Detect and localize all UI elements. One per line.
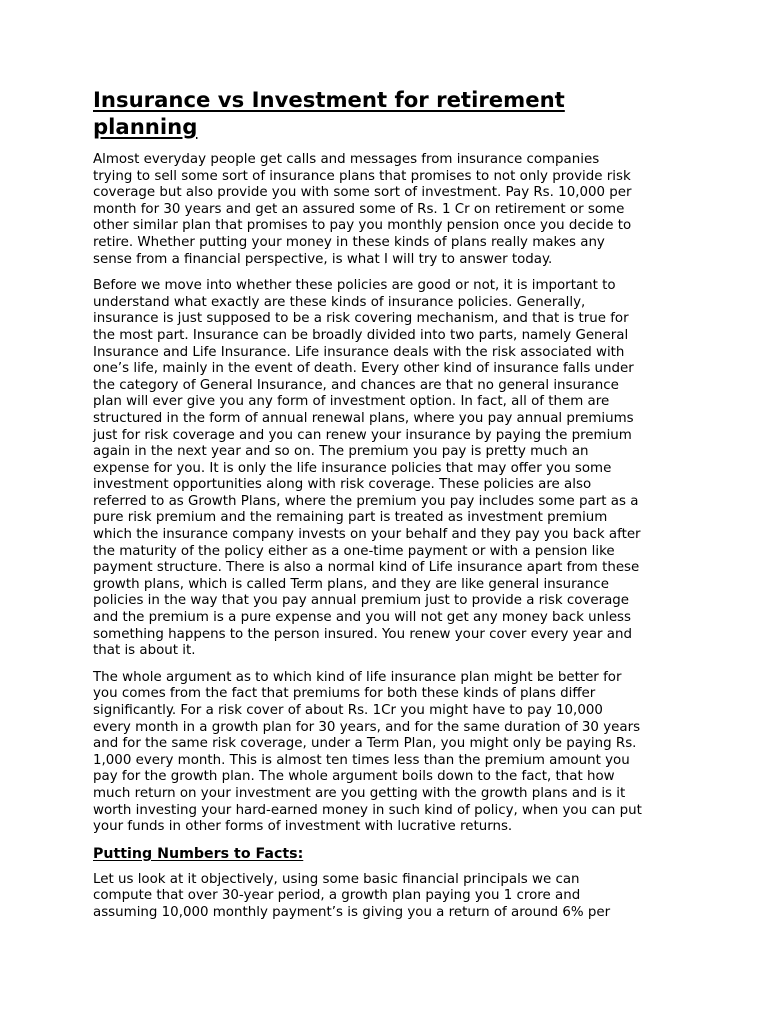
document-title: Insurance vs Investment for retirement planning [93,87,565,139]
paragraph-premium-comparison: The whole argument as to which kind of life insurance plan might be better for you comes from the fact that premiums for both these kinds of plans differ significantly. For a risk cover of about Rs. 1Cr you might have to pay 10,000 every month in a growth plan for 30 years, and for the same duration of 30 years and for the same risk coverage, under a Term Plan, you might only be paying Rs. 1,000 every month. This is almost ten times less than the premium amount you pay for the growth plan. The whole argument boils down to the fact, that how much return on your investment are you getting with the growth plans and is it worth investing your hard-earned money in such kind of policy, when you can put your funds in other forms of investment with lucrative returns. [93,669,642,835]
section-heading: Putting Numbers to Facts: [93,845,304,862]
paragraph-insurance-types: Before we move into whether these policies are good or not, it is important to understand what exactly are these kinds of insurance policies. Generally, insurance is just supposed to be a risk covering mechanism, and that is true for the most part. Insurance can be broadly divided into two parts, namely General Insurance and Life Insurance. Life insurance deals with the risk associated with one’s life, mainly in the event of death. Every other kind of insurance falls under the category of General Insurance, and chances are that no general insurance plan will ever give you any form of investment option. In fact, all of them are structured in the form of annual renewal plans, where you pay annual premiums just for risk coverage and you can renew your insurance by paying the premium again in the next year and so on. The premium you pay is pretty much an expense for you. It is only the life insurance policies that may offer you some investment opportunities along with risk coverage. These policies are also referred to as Growth Plans, where the premium you pay includes some part as a pure risk premium and the remaining part is treated as investment premium which the insurance company invests on your behalf and they pay you back after the maturity of the policy either as a one-time payment or with a pension like payment structure. There is also a normal kind of Life insurance apart from these growth plans, which is called Term plans, and they are like general insurance policies in the way that you pay annual premium just to provide a risk coverage and the premium is a pure expense and you will not get any money back unless something happens to the person insured. You renew your cover every year and that is about it. [93,278,641,659]
document-page [93,87,683,922]
paragraph-numbers: Let us look at it objectively, using some basic financial principals we can compute that over 30-year period, a growth plan paying you 1 crore and assuming 10,000 monthly payment’s is giving you a return of around 6% per [93,871,611,920]
paragraph-intro: Almost everyday people get calls and messages from insurance companies trying to sell some sort of insurance plans that promises to not only provide risk coverage but also provide you with some sort of investment. Pay Rs. 10,000 per month for 30 years and get an assured some of Rs. 1 Cr on retirement or some other similar plan that promises to pay you monthly pension once you decide to retire. Whether putting your money in these kinds of plans really makes any sense from a financial perspective, is what I will try to answer today. [93,152,632,267]
